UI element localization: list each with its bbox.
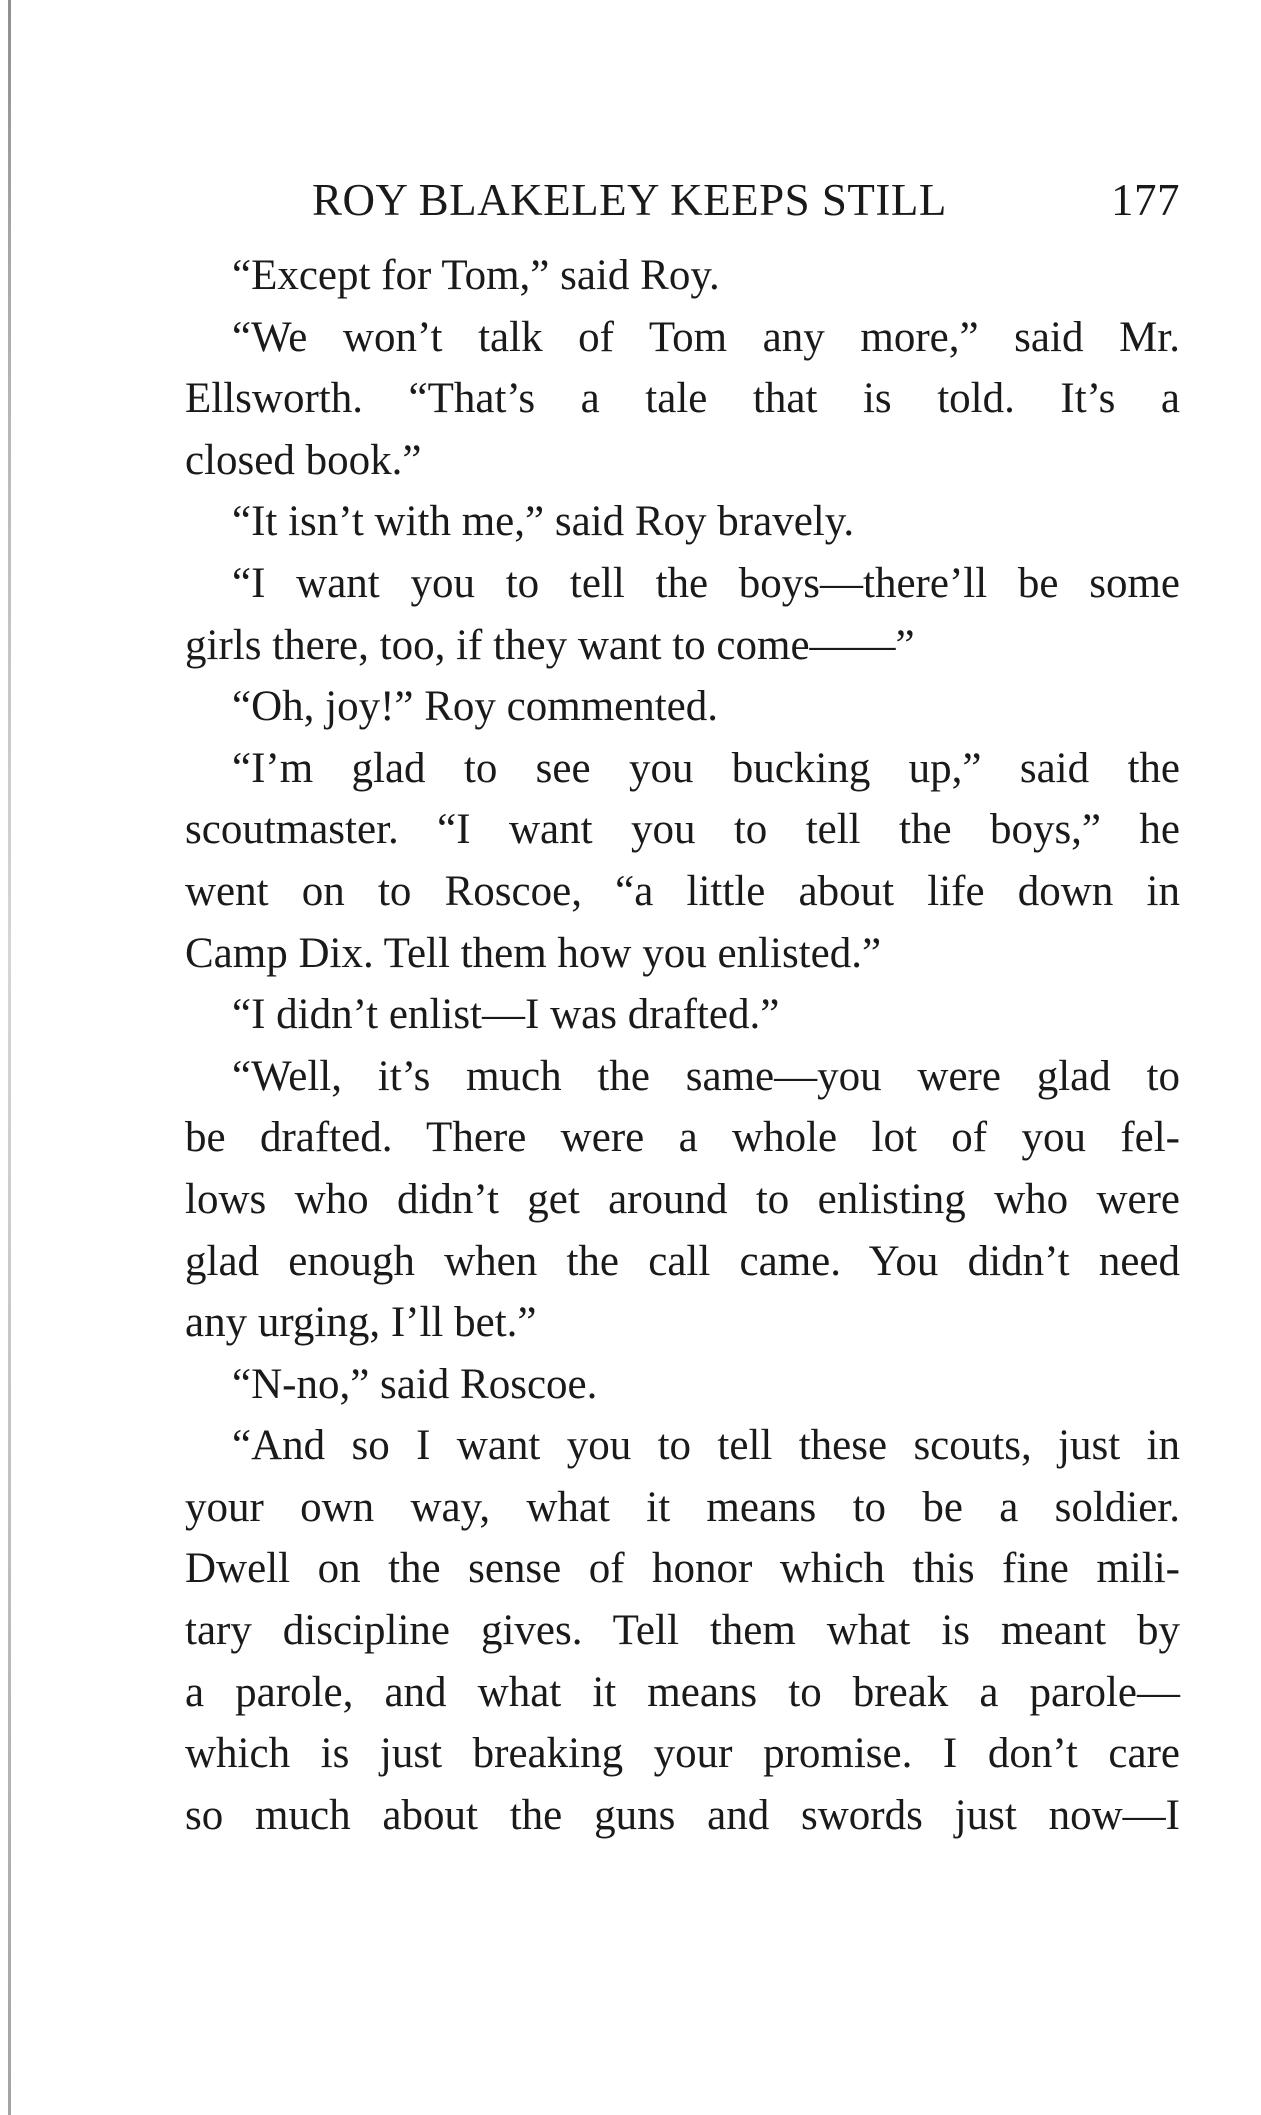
text-line: be drafted. There were a whole lot of you fel-: [185, 1114, 1180, 1162]
text-line: a parole, and what it means to break a parole—: [185, 1668, 1180, 1716]
text-line: glad enough when the call came. You didn’t need: [185, 1237, 1180, 1285]
text-line: “It isn’t with me,” said Roy bravely.: [232, 498, 855, 546]
text-line: closed book.”: [185, 436, 422, 484]
text-line: Ellsworth. “That’s a tale that is told. It’s a: [185, 375, 1180, 423]
text-line: “Well, it’s much the same—you were glad to: [232, 1052, 1180, 1100]
text-line: went on to Roscoe, “a little about life down in: [185, 867, 1180, 915]
running-header: [312, 168, 1180, 232]
text-line: so much about the guns and swords just now—I: [185, 1791, 1180, 1839]
text-line: “Oh, joy!” Roy commented.: [232, 683, 719, 731]
text-body: [185, 245, 1180, 1846]
text-line: tary discipline gives. Tell them what is meant by: [185, 1607, 1180, 1655]
running-title: ROY BLAKELEY KEEPS STILL: [312, 175, 947, 225]
text-line: scoutmaster. “I want you to tell the boys,” he: [185, 806, 1180, 854]
text-line: girls there, too, if they want to come——”: [185, 621, 915, 669]
text-line: lows who didn’t get around to enlisting who were: [185, 1175, 1180, 1223]
text-line: “We won’t talk of Tom any more,” said Mr.: [232, 313, 1180, 361]
text-line: any urging, I’ll bet.”: [185, 1299, 537, 1347]
text-line: “I didn’t enlist—I was drafted.”: [232, 991, 780, 1039]
text-line: “I’m glad to see you bucking up,” said the: [232, 744, 1180, 792]
text-line: “Except for Tom,” said Roy.: [232, 252, 720, 299]
text-line: “N-no,” said Roscoe.: [232, 1360, 598, 1408]
binding-edge: [8, 0, 11, 2115]
text-line: Camp Dix. Tell them how you enlisted.”: [185, 929, 882, 977]
text-line: “And so I want you to tell these scouts, just in: [232, 1422, 1180, 1470]
text-line: which is just breaking your promise. I don’t care: [185, 1730, 1180, 1778]
page-number: 177: [1111, 175, 1180, 225]
text-line: “I want you to tell the boys—there’ll be some: [232, 559, 1180, 607]
text-line: your own way, what it means to be a soldier.: [185, 1483, 1180, 1531]
text-line: Dwell on the sense of honor which this fine mili-: [185, 1545, 1180, 1593]
